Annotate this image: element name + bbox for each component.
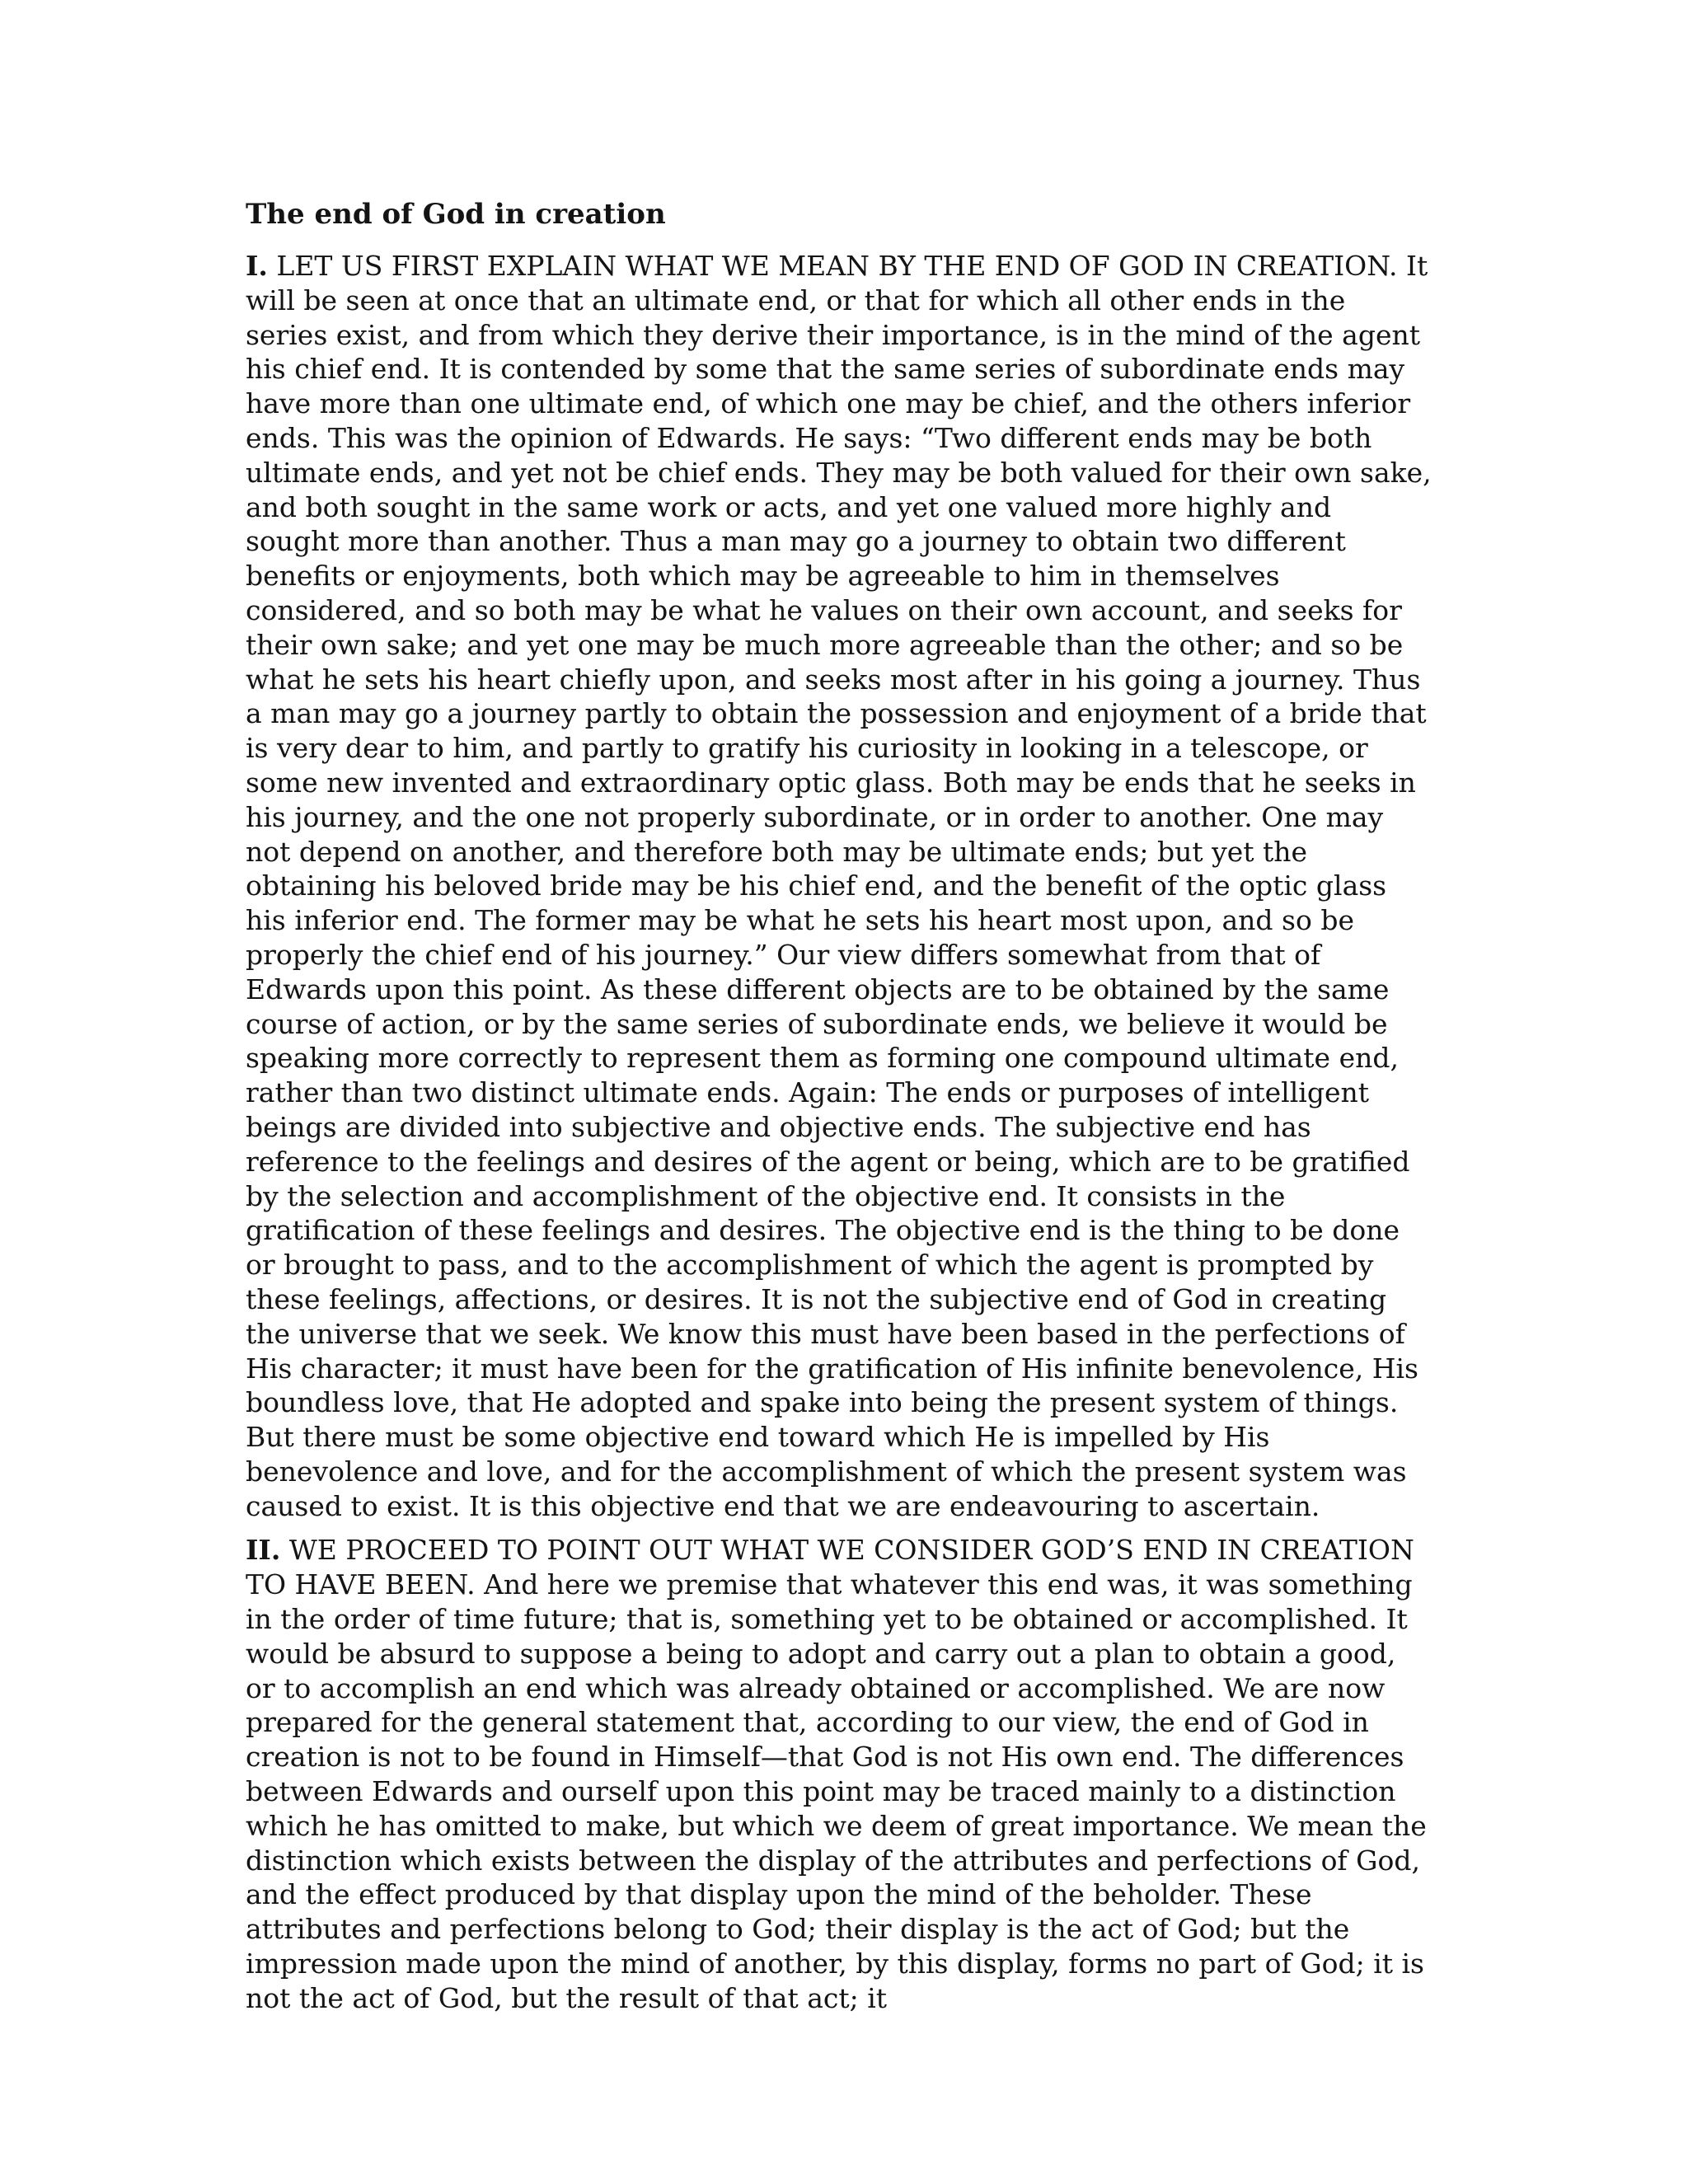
document-page xyxy=(246,196,1432,2026)
section-1-paragraph xyxy=(246,249,1432,1523)
section-1-number: I. xyxy=(246,250,268,282)
section-1-text: LET US FIRST EXPLAIN WHAT WE MEAN BY THE END OF GOD IN CREATION. It will be seen at once that an ultimate end, or that for which all other ends in the series exist, and from which they derive their importance, is in the mind of the agent his chief end. It is contended by some that the same series of subordinate ends may have more than one ultimate end, of which one may be chief, and the others inferior ends. This was the opinion of Edwards. He says: “Two different ends may be both ultimate ends, and yet not be chief ends. They may be both valued for their own sake, and both sought in the same work or acts, and yet one valued more highly and sought more than another. Thus a man may go a journey to obtain two different benefits or enjoyments, both which may be agreeable to him in themselves considered, and so both may be what he values on their own account, and seeks for their own sake; and yet one may be much more agreeable than the other; and so be what he sets his heart chiefly upon, and seeks most after in his going a journey. Thus a man may go a journey partly to obtain the possession and enjoyment of a bride that is very dear to him, and partly to gratify his curiosity in looking in a telescope, or some new invented and extraordinary optic glass. Both may be ends that he seeks in his journey, and the one not properly subordinate, or in order to another. One may not depend on another, and therefore both may be ultimate ends; but yet the obtaining his beloved bride may be his chief end, and the benefit of the optic glass his inferior end. The former may be what he sets his heart most upon, and so be properly the chief end of his journey.” Our view differs somewhat from that of Edwards upon this point. As these different objects are to be obtained by the same course of action, or by the same series of subordinate ends, we believe it would be speaking more correctly to represent them as forming one compound ultimate end, rather than two distinct ultimate ends. Again: The ends or purposes of intelligent beings are divided into subjective and objective ends. The subjective end has reference to the feelings and desires of the agent or being, which are to be gratified by the selection and accomplishment of the objective end. It consists in the gratification of these feelings and desires. The objective end is the thing to be done or brought to pass, and to the accomplishment of which the agent is prompted by these feelings, affections, or desires. It is not the subjective end of God in creating the universe that we seek. We know this must have been based in the perfections of His character; it must have been for the gratification of His infinite benevolence, His boundless love, that He adopted and spake into being the present system of things. But there must be some objective end toward which He is impelled by His benevolence and love, and for the accomplishment of which the present system was caused to exist. It is this objective end that we are endeavouring to ascertain. xyxy=(246,250,1432,1522)
section-2-paragraph xyxy=(246,1533,1432,2015)
document-title: The end of God in creation xyxy=(246,198,666,231)
section-2-text: WE PROCEED TO POINT OUT WHAT WE CONSIDER GOD’S END IN CREATION TO HAVE BEEN. And here we premise that whatever this end was, it was something in the order of time future; that is, something yet to be obtained or accomplished. It would be absurd to suppose a being to adopt and carry out a plan to obtain a good, or to accomplish an end which was already obtained or accomplished. We are now prepared for the general statement that, according to our view, the end of God in creation is not to be found in Himself—that God is not His own end. The differences between Edwards and ourself upon this point may be traced mainly to a distinction which he has omitted to make, but which we deem of great importance. We mean the distinction which exists between the display of the attributes and perfections of God, and the effect produced by that display upon the mind of the beholder. These attributes and perfections belong to God; their display is the act of God; but the impression made upon the mind of another, by this display, forms no part of God; it is not the act of God, but the result of that act; it xyxy=(246,1534,1427,2014)
section-2-number: II. xyxy=(246,1534,281,1567)
